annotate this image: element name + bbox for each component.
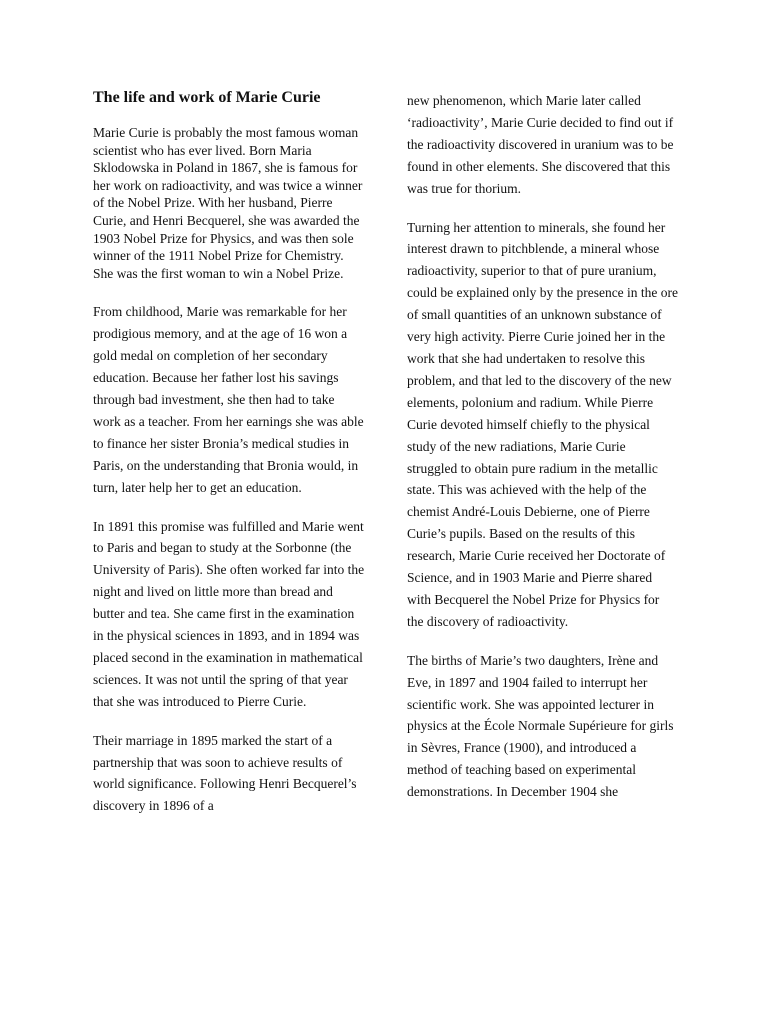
paragraph-daughters: The births of Marie’s two daughters, Irène and Eve, in 1897 and 1904 failed to interrupt her scientific work. She was appointed lecturer in physics at the École Normale Supérieure for girls in Sèvres, France (1900), and introduced a method of teaching based on experimental demonstrations. In December 1904 she — [407, 652, 674, 800]
paragraph-childhood: From childhood, Marie was remarkable for her prodigious memory, and at the age of 16 won a gold medal on completion of her secondary education. Because her father lost his savings through bad investment, she then had to take work as a teacher. From her earnings she was able to finance her sister Bronia’s medical studies in Paris, on the understanding that Bronia would, in turn, later help her to get an education. — [93, 304, 364, 495]
paragraph-intro: Marie Curie is probably the most famous woman scientist who has ever lived. Born Maria Sklodowska in Poland in 1867, she is famous for her work on radioactivity, and was twice a winner of the Nobel Prize. With her husband, Pierre Curie, and Henri Becquerel, she was awarded the 1903 Nobel Prize for Physics, and was then sole winner of the 1911 Nobel Prize for Chemistry. She was the first woman to win a Nobel Prize. — [93, 125, 363, 281]
document-title: The life and work of Marie Curie — [93, 89, 321, 106]
left-column — [93, 88, 365, 817]
paragraph-paris: In 1891 this promise was fulfilled and Marie went to Paris and began to study at the Sorbonne (the University of Paris). She often worked far into the night and lived on little more than bread and butter and tea. She came first in the examination in the physical sciences in 1893, and in 1894 was placed second in the examination in mathematical sciences. It was not until the spring of that year that she was introduced to Pierre Curie. — [93, 518, 365, 709]
paragraph-marriage: Their marriage in 1895 marked the start of a partnership that was soon to achieve results of world significance. Following Henri Becquerel’s discovery in 1896 of a — [93, 732, 357, 814]
paragraph-radioactivity: new phenomenon, which Marie later called ‘radioactivity’, Marie Curie decided to find out if the radioactivity discovered in uranium was to be found in other elements. She discovered that this was true for thorium. — [407, 93, 674, 196]
right-column — [407, 88, 679, 803]
paragraph-pitchblende: Turning her attention to minerals, she found her interest drawn to pitchblende, a mineral whose radioactivity, superior to that of pure uranium, could be explained only by the presence in the ore of small quantities of an unknown substance of very high activity. Pierre Curie joined her in the work that she had undertaken to resolve this problem, and that led to the discovery of the new elements, polonium and radium. While Pierre Curie devoted himself chiefly to the physical study of the new radiations, Marie Curie struggled to obtain pure radium in the metallic state. This was achieved with the help of the chemist André-Louis Debierne, one of Pierre Curie’s pupils. Based on the results of this research, Marie Curie received her Doctorate of Science, and in 1903 Marie and Pierre shared with Becquerel the Nobel Prize for Physics for the discovery of radioactivity. — [407, 219, 679, 629]
